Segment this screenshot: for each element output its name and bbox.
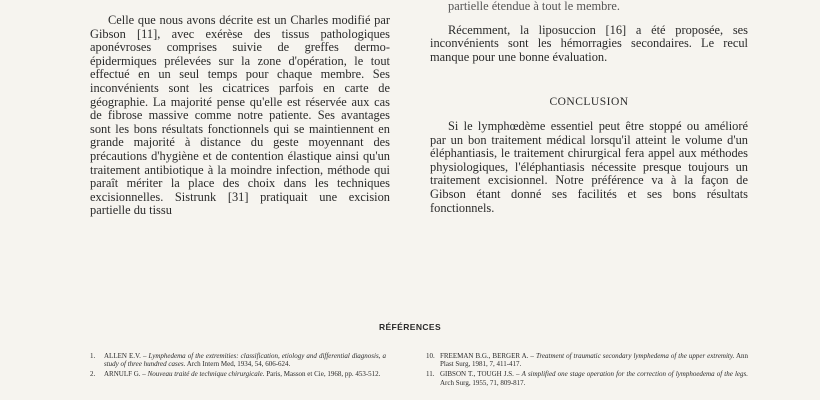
reference-item	[426, 352, 748, 368]
reference-text: FREEMAN B.G., BERGER A. – Treatment of traumatic secondary lymphedema of the upper extremity. Ann Plast Surg, 1981, 7, 411-417.	[440, 352, 748, 369]
references-title: RÉFÉRENCES	[378, 322, 442, 332]
reference-item	[90, 370, 386, 378]
body-paragraph: Récemment, la liposuccion [16] a été proposée, ses inconvénients sont les hémorragies secondaires. Le recul manque pour une bonne évaluation.	[430, 22, 748, 64]
reference-text: ARNULF G. – Nouveau traité de technique chirurgicale. Paris, Masson et Cie, 1968, pp. 453-512.	[104, 370, 381, 379]
reference-text: ALLEN E.V. – Lymphedema of the extremities: classification, etiology and differential diagnosis, a study of three hundred cases. Arch Intern Med, 1934, 54, 606-624.	[104, 352, 386, 369]
right-column	[430, 0, 748, 64]
reference-number: 1.	[90, 352, 96, 360]
reference-number: 11.	[426, 370, 435, 379]
references-right	[426, 352, 748, 389]
references-left	[90, 352, 386, 381]
reference-item	[426, 370, 748, 386]
reference-number: 10.	[426, 352, 435, 360]
reference-item	[90, 352, 386, 368]
conclusion-heading: CONCLUSION	[549, 96, 629, 108]
conclusion-paragraph: Si le lymphœdème essentiel peut être stoppé ou amélioré par un bon traitement médical lorsqu'il atteint le volume d'un éléphantiasis, le traitement chirurgical fera appel aux méthodes physiologiques, l'éléphantiasis nécessite presque toujours un traitement excisionnel. Notre préférence va à la façon de Gibson étant donné ses facilités et ses bons résultats fonctionnels.	[430, 119, 748, 215]
reference-number: 2.	[90, 370, 96, 379]
body-paragraph: Celle que nous avons décrite est un Charles modifié par Gibson [11], avec exérèse des tissus pathologiques aponévroses comprises suivie de greffes dermo-épidermiques prélevées sur la zone d'opération, le tout effectué en un seul temps pour chaque membre. Ses inconvénients sont les cicatrices parfois en carte de géographie. La majorité pense qu'elle est réservée aux cas de fibrose massive comme notre patiente. Ses avantages sont les bons résultats fonctionnels qui se maintiennent en grande majorité à distance du geste moyennant des précautions d'hygiène et de contention élastique ainsi qu'un traitement antibiotique à la moindre infection, méthode qui paraît mériter la place des choix dans les techniques excisionnelles. Sistrunk [31] pratiquait une excision partielle du tissu	[90, 13, 390, 218]
continued-fragment: partielle étendue à tout le membre.	[448, 0, 621, 13]
conclusion-section	[430, 120, 748, 215]
left-column	[90, 14, 390, 218]
reference-text: GIBSON T., TOUGH J.S. – A simplified one stage operation for the correction of lymphoedema of the legs. Arch Surg, 1955, 71, 809-817.	[440, 370, 748, 387]
